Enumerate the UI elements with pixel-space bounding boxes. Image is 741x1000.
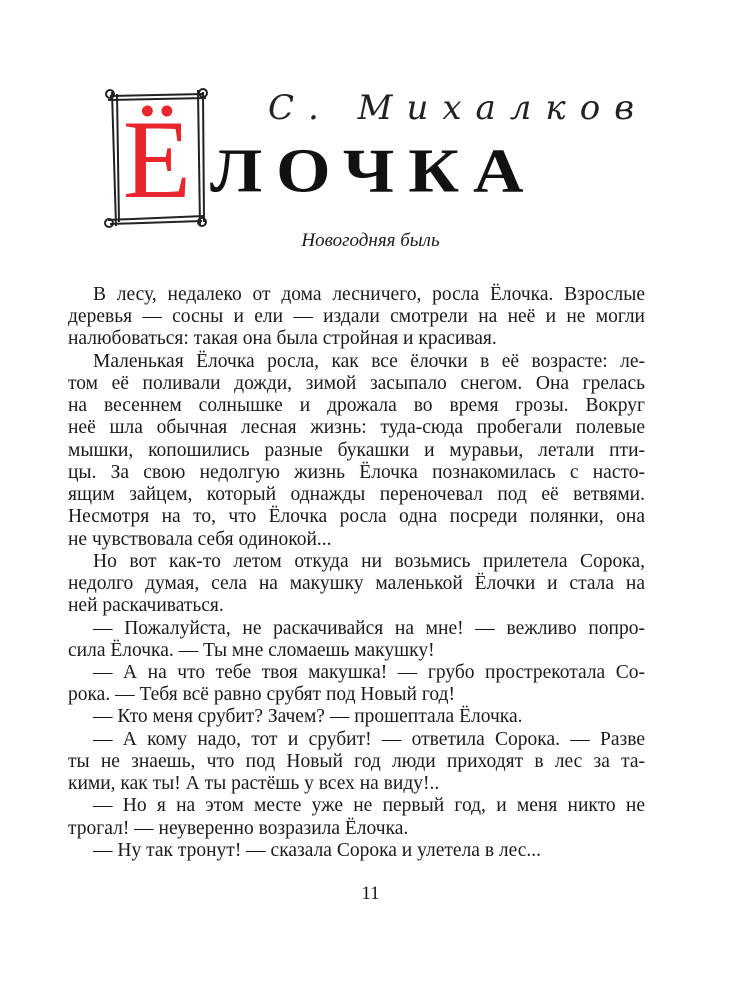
author-name: С. Михалков — [268, 88, 648, 128]
subtitle: Новогодняя быль — [301, 230, 440, 251]
text-line: — А на что тебе твоя макушка! — грубо прострекотала Со- — [93, 661, 645, 683]
text-line: Но вот как-то летом откуда ни возьмись прилетела Сорока, — [93, 550, 645, 572]
text-line: недолго думая, села на макушку маленькой Ёлочки и стала на — [68, 573, 645, 595]
text-line: ты не знаешь, что под Новый год люди приходят в лес за та- — [68, 750, 645, 772]
text-line: неё шла обычная лесная жизнь: туда-сюда пробегали полевые — [68, 417, 645, 439]
text-line: трогал! — неуверенно возразила Ёлочка. — [68, 817, 409, 839]
text-line: мышки, копошились разные букашки и муравьи, летали пти- — [68, 439, 645, 461]
text-line: на весеннем солнышке и дрожала во время грозы. Вокруг — [68, 395, 645, 417]
text-line: — Кто меня срубит? Зачем? — прошептала Ёлочка. — [93, 706, 523, 728]
text-line: налюбоваться: такая она была стройная и красивая. — [68, 328, 497, 350]
text-line: В лесу, недалеко от дома лесничего, росла Ёлочка. Взрослые — [93, 284, 645, 305]
text-line: не чувствовала себя одинокой... — [68, 528, 332, 550]
story-text — [68, 284, 645, 862]
text-line: ящим зайцем, который однажды переночевал под её ветвями. — [68, 484, 645, 506]
text-line: сила Ёлочка. — Ты мне сломаешь макушку! — [68, 639, 435, 661]
text-line: — Ну так тронут! — сказала Сорока и улетела в лес... — [93, 839, 542, 861]
text-line: ней раскачиваться. — [68, 595, 224, 617]
text-line: том её поливали дожди, зимой засыпало снегом. Она грелась — [68, 372, 645, 394]
text-line: кими, как ты! А ты растёшь у всех на виду!.. — [68, 773, 440, 795]
text-line: рока. — Тебя всё равно срубят под Новый год! — [68, 684, 455, 706]
title-initial-letter: Ё — [122, 98, 192, 222]
title-text: ЛОЧКА — [210, 136, 538, 206]
text-line: — Но я на этом месте уже не первый год, и меня никто не — [93, 795, 645, 817]
text-line: цы. За свою недолгую жизнь Ёлочка познакомилась с насто- — [68, 461, 645, 483]
text-line: — Пожалуйста, не раскачивайся на мне! — вежливо попро- — [93, 617, 645, 639]
text-line: Маленькая Ёлочка росла, как все ёлочки в её возрасте: ле- — [93, 350, 645, 372]
text-line: Несмотря на то, что Ёлочка росла одна посреди полянки, она — [68, 506, 645, 528]
text-line: — А кому надо, тот и срубит! — ответила Сорока. — Разве — [93, 728, 645, 750]
page-number: 11 — [361, 883, 380, 904]
text-line: деревья — сосны и ели — издали смотрели на неё и не могли — [68, 306, 645, 328]
